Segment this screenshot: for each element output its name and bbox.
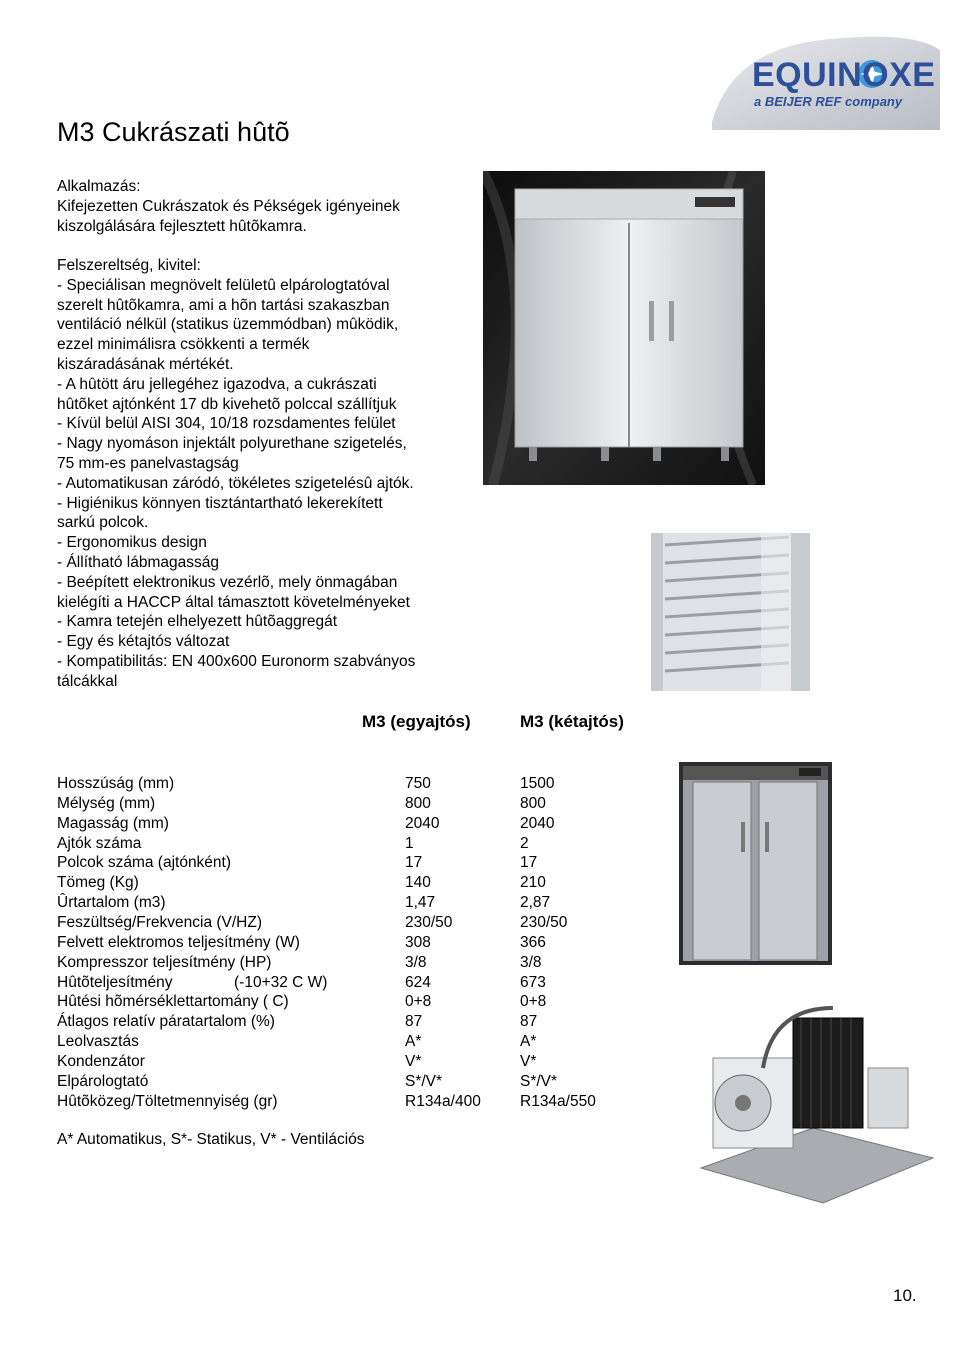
logo-tagline: a BEIJER REF company (754, 94, 903, 109)
spec-value-single: S*/V* (405, 1072, 443, 1090)
equipment-line: - Kompatibilitás: EN 400x600 Euronorm szabványos (57, 652, 416, 670)
spec-value-single: 624 (405, 973, 431, 991)
application-line: kiszolgálására fejlesztett hûtõkamra. (57, 217, 307, 235)
spec-label: Ajtók száma (57, 834, 142, 852)
equipment-line: szerelt hûtõkamra, ami a hõn tartási szakaszban (57, 296, 390, 314)
spec-value-single: 1,47 (405, 894, 436, 912)
spec-value-double: 210 (520, 874, 546, 892)
spec-value-single: 140 (405, 874, 431, 892)
spec-value-single: 230/50 (405, 913, 453, 931)
column-heading-single: M3 (egyajtós) (362, 712, 471, 731)
spec-value-double: R134a/550 (520, 1092, 596, 1110)
spec-value-double: 2,87 (520, 894, 551, 912)
spec-row (57, 1013, 677, 1033)
spec-label: Átlagos relatív páratartalom (%) (57, 1013, 275, 1031)
spec-row (57, 795, 677, 815)
refrigeration-unit-photo (693, 978, 940, 1213)
equipment-line: - Állítható lábmagasság (57, 553, 219, 571)
spec-value-single: 1 (405, 834, 414, 852)
spec-label: Tömeg (Kg) (57, 874, 139, 892)
spec-value-double: 2040 (520, 814, 555, 832)
spec-row (57, 1053, 677, 1073)
equipment-line: kielégíti a HACCP által támasztott követelményeket (57, 593, 410, 611)
spec-label: Hûtõközeg/Töltetmennyiség (gr) (57, 1092, 278, 1110)
spec-value-single: V* (405, 1052, 422, 1070)
spec-value-double: 2 (520, 834, 529, 852)
spec-value-double: 366 (520, 933, 546, 951)
spec-row (57, 1093, 677, 1113)
spec-label: Hûtõteljesítmény (57, 973, 173, 991)
spec-value-double: 3/8 (520, 953, 542, 971)
spec-value-double: 800 (520, 794, 546, 812)
equipment-line: 75 mm-es panelvastagság (57, 454, 239, 472)
spec-value-double: 673 (520, 973, 546, 991)
page-number: 10. (893, 1286, 917, 1305)
equipment-line: kiszáradásának mértékét. (57, 355, 234, 373)
spec-label: Ûrtartalom (m3) (57, 894, 166, 912)
spec-row (57, 775, 677, 795)
equipment-heading: Felszereltség, kivitel: (57, 257, 201, 274)
spec-value-double: S*/V* (520, 1072, 558, 1090)
equipment-line: - Nagy nyomáson injektált polyurethane szigetelés, (57, 435, 407, 453)
logo-brand-text: EQUINOXE (752, 56, 936, 94)
spec-row (57, 815, 677, 835)
equipment-line: - Higiénikus könnyen tisztántartható lekerekített (57, 494, 383, 512)
spec-value-single: 3/8 (405, 953, 427, 971)
spec-value-double: 230/50 (520, 913, 568, 931)
equipment-line: - Automatikusan záródó, tökéletes szigetelésû ajtók. (57, 474, 414, 492)
spec-value-single: 17 (405, 854, 423, 872)
spec-value-single: R134a/400 (405, 1092, 481, 1110)
spec-row (57, 914, 677, 934)
spec-value-single: 750 (405, 775, 431, 792)
spec-label: Elpárologtató (57, 1072, 149, 1090)
spec-value-single: A* (405, 1033, 422, 1051)
column-heading-double: M3 (kétajtós) (520, 712, 624, 731)
spec-value-double: 87 (520, 1013, 538, 1031)
equipment-line: - Egy és kétajtós változat (57, 633, 230, 651)
spec-row (57, 974, 677, 994)
spec-label: Felvett elektromos teljesítmény (W) (57, 933, 300, 951)
spec-label: Polcok száma (ajtónként) (57, 854, 232, 872)
spec-value-single: 800 (405, 794, 431, 812)
equipment-line: tálcákkal (57, 672, 118, 690)
spec-value-double: 17 (520, 854, 538, 872)
footnote: A* Automatikus, S*- Statikus, V* - Ventilációs (57, 1131, 365, 1148)
spec-row (57, 1033, 677, 1053)
equipment-line: - Ergonomikus design (57, 534, 207, 552)
spec-row (57, 835, 677, 855)
shelves-photo (651, 533, 810, 691)
spec-row (57, 874, 677, 894)
equipment-line: ezzel minimálisra csökkenti a termék (57, 336, 310, 354)
page-title: M3 Cukrászati hûtõ (57, 117, 290, 147)
application-line: Kifejezetten Cukrászatok és Pékségek igényeinek (57, 197, 400, 215)
equipment-line: - A hûtött áru jellegéhez igazodva, a cukrászati (57, 375, 377, 393)
spec-value-double: 0+8 (520, 993, 547, 1011)
spec-value-double: V* (520, 1052, 537, 1070)
spec-row (57, 954, 677, 974)
equipment-line: - Kívül belül AISI 304, 10/18 rozsdamentes felület (57, 415, 396, 433)
spec-value-single: 87 (405, 1013, 423, 1031)
spec-label: Leolvasztás (57, 1033, 139, 1051)
spec-value-double: A* (520, 1033, 537, 1051)
equipment-line: - Kamra tetején elhelyezett hûtõaggregát (57, 613, 338, 631)
open-refrigerator-photo (679, 762, 832, 965)
spec-value-single: 2040 (405, 814, 440, 832)
equipment-line: sarkú polcok. (57, 514, 149, 532)
spec-label: Magasság (mm) (57, 814, 169, 832)
spec-label: Kompresszor teljesítmény (HP) (57, 953, 272, 971)
refrigerator-photo (483, 171, 765, 485)
equinoxe-logo (712, 30, 940, 130)
spec-row (57, 854, 677, 874)
equipment-section (57, 256, 487, 692)
equipment-line: - Beépített elektronikus vezérlõ, mely önmagában (57, 573, 398, 591)
spec-value-double: 1500 (520, 775, 555, 792)
spec-row (57, 934, 677, 954)
spec-row (57, 1073, 677, 1093)
equipment-line: hûtõket ajtónként 17 db kivehetõ polccal szállítjuk (57, 395, 397, 413)
application-section (57, 177, 400, 236)
spec-label: Kondenzátor (57, 1052, 145, 1070)
spec-row (57, 894, 677, 914)
spec-label: Hosszúság (mm) (57, 775, 175, 792)
spec-label: Hûtési hõmérséklettartomány ( C) (57, 993, 289, 1011)
spec-label: Feszültség/Frekvencia (V/HZ) (57, 913, 262, 931)
spec-value-single: 308 (405, 933, 431, 951)
equipment-line: ventiláció nélkül (statikus üzemmódban) mûködik, (57, 316, 399, 334)
spec-label: Mélység (mm) (57, 794, 156, 812)
spec-condition: (-10+32 C W) (234, 973, 328, 991)
spec-value-single: 0+8 (405, 993, 432, 1011)
application-heading: Alkalmazás: (57, 178, 141, 195)
spec-row (57, 993, 677, 1013)
equipment-line: - Speciálisan megnövelt felületû elpárologtatóval (57, 276, 390, 294)
